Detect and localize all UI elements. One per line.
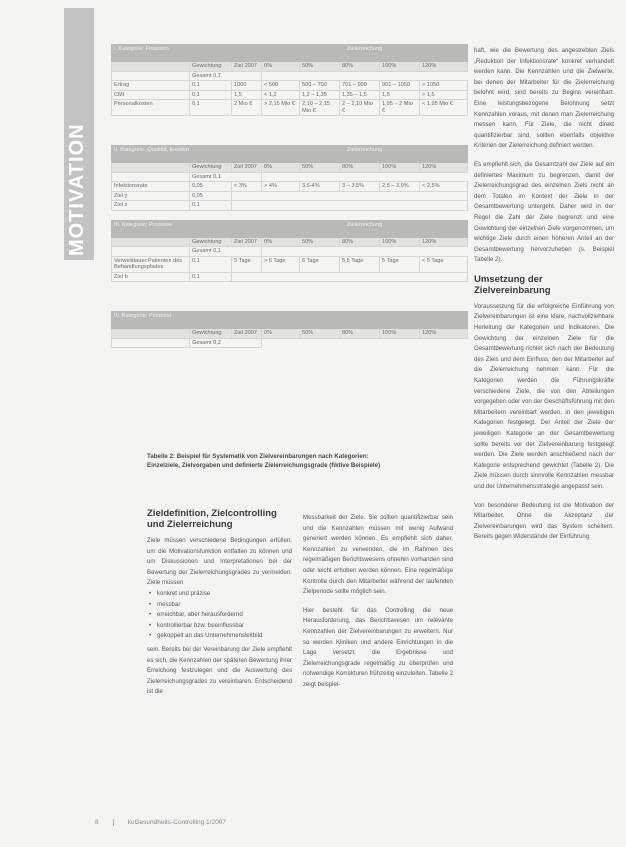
table-cell: 2,10 – 2,15 Mio € xyxy=(300,100,340,116)
empty-cell xyxy=(232,191,468,201)
header-cell: Gewichtung xyxy=(190,237,232,247)
table-cell: 0,1 xyxy=(190,81,232,91)
table-cell: Ertrag xyxy=(112,81,190,91)
category-title: III. Kategorie: Prozesse xyxy=(112,220,262,237)
table-cell: 2,5 – 3,0% xyxy=(380,182,420,192)
section-spacer xyxy=(112,282,468,312)
table-cell: 5 Tage xyxy=(380,256,420,272)
header-cell xyxy=(112,329,190,339)
header-cell: 50% xyxy=(300,62,340,72)
text-column-1 xyxy=(147,508,292,706)
table-cell: 5,5 Tage xyxy=(340,256,380,272)
total-cell: Gesamt 0,2 xyxy=(190,338,262,348)
table-cell: CMI xyxy=(112,90,190,100)
section-spacer xyxy=(112,116,468,146)
table-cell: Ziel y xyxy=(112,191,190,201)
goals-table xyxy=(111,44,468,348)
category-row xyxy=(112,220,468,237)
header-cell: Gewichtung xyxy=(190,329,232,339)
table-cell: 1,95 – 2 Mio € xyxy=(380,100,420,116)
table-cell: < 5 Tage xyxy=(420,256,468,272)
table-header-row xyxy=(112,329,468,339)
section-spacer xyxy=(112,210,468,220)
table-cell: 3 – 3,5% xyxy=(340,182,380,192)
publication-name: kuGesundheits-Controlling 1/2007 xyxy=(127,819,226,827)
header-cell: 120% xyxy=(420,237,468,247)
header-cell: 0% xyxy=(262,163,300,173)
total-row xyxy=(112,247,468,257)
header-cell: Ziel 2007 xyxy=(232,62,262,72)
table-header-row xyxy=(112,62,468,72)
sidebar-bar xyxy=(64,8,94,260)
spacer-cell xyxy=(112,116,468,146)
list-item: • messbar xyxy=(147,600,292,611)
table-row xyxy=(112,256,468,272)
list-item: • gekoppelt an das Unternehmensleitbild xyxy=(147,631,292,642)
header-cell: 80% xyxy=(340,62,380,72)
level-title xyxy=(262,312,468,329)
list-item: • kontrollierbar bzw. beeinflussbar xyxy=(147,621,292,632)
header-cell: Gewichtung xyxy=(190,62,232,72)
table-cell: 0,1 xyxy=(190,100,232,116)
header-cell: 120% xyxy=(420,62,468,72)
table-cell: < 1,95 Mio € xyxy=(420,100,468,116)
table-cell: 1,5 xyxy=(232,90,262,100)
criteria-list xyxy=(147,589,292,642)
category-title: IV. Kategorie: Personal xyxy=(112,312,262,329)
table-cell: 2 – 2,10 Mio € xyxy=(340,100,380,116)
table-cell: > 1050 xyxy=(420,81,468,91)
category-title: II. Kategorie: Qualität, Kunden xyxy=(112,146,262,163)
table-cell: > 1,5 xyxy=(420,90,468,100)
text-column-2 xyxy=(303,513,453,699)
total-cell: Gesamt 0,7 xyxy=(190,71,262,81)
table-cell: Ziel z xyxy=(112,201,190,211)
header-cell xyxy=(112,237,190,247)
page-footer xyxy=(95,819,226,826)
header-cell: 50% xyxy=(300,329,340,339)
list-item: • konkret und präzise xyxy=(147,589,292,600)
empty-cell xyxy=(112,247,190,257)
total-row xyxy=(112,172,468,182)
total-cell: Gesamt 0,1 xyxy=(190,247,262,257)
table-row xyxy=(112,191,468,201)
table-cell: > 6 Tage xyxy=(262,256,300,272)
table-cell: 701 – 900 xyxy=(340,81,380,91)
header-cell: Ziel 2007 xyxy=(232,237,262,247)
empty-cell xyxy=(232,201,468,211)
header-cell: Ziel 2007 xyxy=(232,329,262,339)
section-heading-implementation: Umsetzung der Zielvereinbarung xyxy=(474,273,551,296)
category-row xyxy=(112,45,468,62)
table-cell: 0,05 xyxy=(190,182,232,192)
empty-cell xyxy=(112,338,190,348)
table-cell: 0,1 xyxy=(190,90,232,100)
section-heading-definition: Zieldefinition, Zielcontrolling und Zielerreichung xyxy=(147,508,277,530)
table-cell: 0,1 xyxy=(190,256,232,272)
goals-table-body xyxy=(112,45,468,348)
paragraph: haft, wie die Bewertung des angestrebten Ziels „Reduktion der Infektionsrate“ konkret verhandelt werden kann. Die Kennzahlen und die Zielwerte, bei denen der Mitarbeiter für die Zielerreichung belohnt wird, sind bereits zu Beginn vereinbart. Eine leistungsbezogene Belohnung setzt Kennzahlen voraus, mit denen man Zielerreichung messen kann. Für Ziele, die nicht direkt quantifizierbar sind, sollten ebenfalls objektive Kriterien der Zielerreichung definiert werden. xyxy=(474,47,614,150)
table-cell: < 1,2 xyxy=(262,90,300,100)
table-cell: 2 Mio € xyxy=(232,100,262,116)
table-cell: Verweildauer Patienten des Behandlungspfades xyxy=(112,256,190,272)
table-row xyxy=(112,90,468,100)
paragraph: Messbarkeit der Ziele. Sie sollten quantifizierbar sein und die Kennzahlen müssen mit wenig Aufwand generiert werden können. Es empfiehlt sich daher, Kennzahlen zu verwenden, die im Rahmen des regelmäßigen Berichtswesens ohnehin vorhanden sind oder leicht erhoben werden können. Eine regelmäßige Kontrolle durch den Mitarbeiter während der laufenden Zielperiode sollte möglich sein. xyxy=(303,514,453,596)
table-cell: 0,1 xyxy=(190,272,232,282)
header-cell: 100% xyxy=(380,237,420,247)
header-cell: 100% xyxy=(380,329,420,339)
table-cell: 0,1 xyxy=(190,201,232,211)
header-cell: 120% xyxy=(420,329,468,339)
table-row xyxy=(112,81,468,91)
table-cell: 500 – 700 xyxy=(300,81,340,91)
header-cell xyxy=(112,163,190,173)
header-cell: 100% xyxy=(380,62,420,72)
header-cell: 50% xyxy=(300,237,340,247)
header-cell: 80% xyxy=(340,163,380,173)
table-row xyxy=(112,182,468,192)
level-title: Zielerreichung xyxy=(262,45,468,62)
empty-cell xyxy=(232,272,468,282)
paragraph: sein. Bereits bei der Vereinbarung der Ziele empfiehlt es sich, die Kennzahlen der späteren Bewertung ihrer Erreichung festzulegen und die Auswertung des Zielerreichungsgrades zu vereinbaren. Entscheidend ist die xyxy=(147,645,292,696)
table-cell: 1000 xyxy=(232,81,262,91)
table-cell: Ziel b xyxy=(112,272,190,282)
total-row xyxy=(112,338,468,348)
header-cell xyxy=(112,62,190,72)
category-row xyxy=(112,312,468,329)
spacer-cell xyxy=(112,210,468,220)
paragraph: Es empfiehlt sich, die Gesamtzahl der Ziele auf ein definiertes Maximum zu begrenzen, damit der Zielerreichungsgrad des einzelnen Ziels nicht an dem Totalen im Kontext der Ziele in der Gesamtbewertung untergeht. Daher wird in der Regel die Zahl der Ziele begrenzt und eine Gewichtung der einzelnen Ziele vorgenommen, um wichtige Ziele durch einen höheren Anteil an der Gesamtbewertung hervorzuheben (s. Beispiel Tabelle 2). xyxy=(474,160,614,264)
category-row xyxy=(112,146,468,163)
paragraph: Voraussetzung für die erfolgreiche Einführung von Zielvereinbarungen ist eine klare, nachvollziehbare Herleitung der Kategorien und Indikatoren. Die Gewichtung der einzelnen Ziele für die Gesamtbewertung richtet sich nach der Bedeutung des Ziels und dem Einfluss, den der Mitarbeiter auf die Zielerreichung nehmen kann. Für die Kategorien werden die Führungskräfte verschiedene Ziele, die von den Abteilungen vorgegeben oder von der Geschäftsführung mit den Mitarbeitern vereinbart werden, in den jeweiligen Kategorien festgelegt. Der Anteil der Ziele der jeweiligen Kategorie an der Gesamtbewertung sollte bereits vor der Zielvereinbarung festgelegt werden. Die Ziele werden anschließend nach der Kategorie entsprechend gewichtet (Tabelle 2). Die Ziele müssen durch sinnvolle Kennzahlen messbar und der Unternehmensstrategie angepasst sein. xyxy=(474,302,614,490)
paragraph: Von besonderer Bedeutung ist die Motivation der Mitarbeiter. Ohne die Akzeptanz der Zielvereinbarungen wird das System scheitern. Bereits gegen Widerstände der Einführung xyxy=(474,501,614,541)
header-cell: 0% xyxy=(262,329,300,339)
total-cell: Gesamt 0,1 xyxy=(190,172,262,182)
header-cell: 50% xyxy=(300,163,340,173)
table-cell: Infektionsrate xyxy=(112,182,190,192)
header-cell: 80% xyxy=(340,329,380,339)
header-cell: Gewichtung xyxy=(190,163,232,173)
header-cell: 120% xyxy=(420,163,468,173)
table-cell: Personalkosten xyxy=(112,100,190,116)
table-cell: 3,5-4% xyxy=(300,182,340,192)
table-caption: Tabelle 2: Beispiel für Systematik von Zielvereinbarungen nach Kategorien: Einzelziele, Zielvorgaben und definierte Zielerreichungsgrade (fiktive Beispiele) xyxy=(147,453,381,469)
list-item: • erreichbar, aber herausfordernd xyxy=(147,610,292,621)
footer-divider xyxy=(113,819,114,826)
page-number: 8 xyxy=(95,819,99,827)
table-row xyxy=(112,272,468,282)
paragraph: Hier besteht für das Controlling die neue Herausforderung, das Berichtswesen um relevante Kennzahlen der Zielvereinbarungen zu erweitern. Nur so werden Kliniken und andere Einrichtungen in die Lage versetzt, die Ergebnisse und Zielerreichungsgrade regelmäßig zu überprüfen und notwendige Korrekturen frühzeitig einzuleiten. Tabelle 2 zeigt beispiel- xyxy=(303,606,453,688)
header-cell: 80% xyxy=(340,237,380,247)
header-cell: 0% xyxy=(262,237,300,247)
table-cell: 6 Tage xyxy=(300,256,340,272)
text-column-3 xyxy=(474,46,614,551)
total-row xyxy=(112,71,468,81)
table-cell: < 2,5% xyxy=(420,182,468,192)
table-cell: 1,35 – 1,5 xyxy=(340,90,380,100)
header-cell: 100% xyxy=(380,163,420,173)
table-row xyxy=(112,201,468,211)
paragraph: Ziele müssen verschiedene Bedingungen erfüllen, um die Motivationsfunktion entfalten zu können und um Diskussionen und Interpretationen bei der Bewertung der Zielerreichungsgrades zu vermeiden. Ziele müssen xyxy=(147,537,292,587)
table-cell: 901 – 1050 xyxy=(380,81,420,91)
table-cell: > 4% xyxy=(262,182,300,192)
empty-cell xyxy=(112,71,190,81)
goals-table-wrapper xyxy=(111,44,467,348)
category-title: I. Kategorie: Finanzen xyxy=(112,45,262,62)
table-cell: < 3% xyxy=(232,182,262,192)
table-row xyxy=(112,100,468,116)
empty-cell xyxy=(112,172,190,182)
table-header-row xyxy=(112,237,468,247)
sidebar-label: MOTIVATION xyxy=(66,123,88,256)
table-header-row xyxy=(112,163,468,173)
table-cell: > 2,15 Mio € xyxy=(262,100,300,116)
table-cell: 5 Tage xyxy=(232,256,262,272)
table-cell: 1,5 xyxy=(380,90,420,100)
spacer-cell xyxy=(112,282,468,312)
table-cell: 1,2 – 1,35 xyxy=(300,90,340,100)
header-cell: Ziel 2007 xyxy=(232,163,262,173)
header-cell: 0% xyxy=(262,62,300,72)
level-title: Zielerreichung xyxy=(262,146,468,163)
table-cell: < 500 xyxy=(262,81,300,91)
table-cell: 0,05 xyxy=(190,191,232,201)
level-title: Zielerreichung xyxy=(262,220,468,237)
